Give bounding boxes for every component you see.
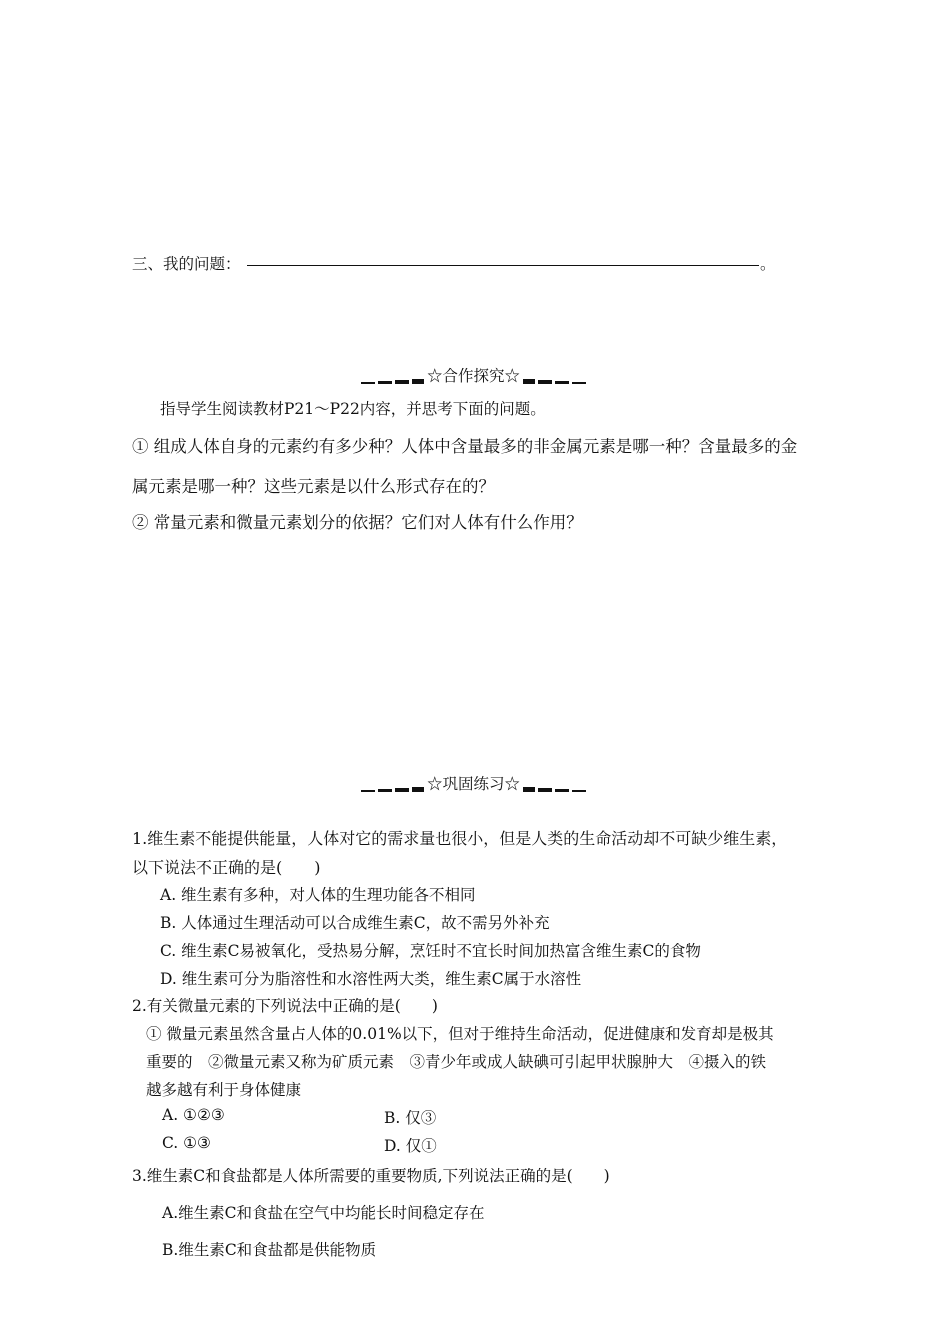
- practice-q1-option-c: C. 维生素C易被氧化，受热易分解，烹饪时不宜长时间加热富含维生素C的食物: [160, 942, 701, 960]
- cooperate-intro: 指导学生阅读教材P21～P22内容，并思考下面的问题。: [160, 400, 546, 418]
- practice-q1-stem-line1: 1.维生素不能提供能量，人体对它的需求量也很小，但是人类的生命活动却不可缺少维生素，: [132, 829, 788, 848]
- practice-q2-option-b: B. 仅③: [384, 1109, 437, 1127]
- practice-q2-stem: 2.有关微量元素的下列说法中正确的是( ): [132, 997, 438, 1015]
- cooperate-question-1-line2: 属元素是哪一种？这些元素是以什么形式存在的？: [132, 477, 495, 496]
- practice-heading: [0, 772, 950, 794]
- practice-q1-option-a: A. 维生素有多种，对人体的生理功能各不相同: [160, 886, 476, 904]
- practice-q1-stem-line2: 以下说法不正确的是( ): [132, 858, 321, 877]
- practice-q1-option-b: B. 人体通过生理活动可以合成维生素C，故不需另外补充: [160, 914, 550, 932]
- practice-q2-body-line3: 越多越有利于身体健康: [146, 1081, 302, 1099]
- my-question-end: 。: [760, 255, 776, 273]
- practice-q2-option-c: C. ①③: [162, 1134, 211, 1152]
- practice-q2-option-a: A. ①②③: [162, 1106, 225, 1124]
- practice-q2-body-line2: 重要的 ②微量元素又称为矿质元素 ③青少年或成人缺碘可引起甲状腺肿大 ④摄入的铁: [146, 1053, 767, 1071]
- cooperate-question-1-line1: ① 组成人体自身的元素约有多少种？人体中含量最多的非金属元素是哪一种？含量最多的金: [132, 437, 798, 456]
- cooperate-title: ☆合作探究☆: [426, 367, 520, 385]
- heading-left-ornament: [361, 370, 427, 388]
- cooperate-question-2: ② 常量元素和微量元素划分的依据？它们对人体有什么作用？: [132, 513, 583, 532]
- heading-right-ornament: [523, 370, 589, 388]
- my-question-label: 三、我的问题：: [132, 255, 241, 273]
- answer-blank-line[interactable]: [247, 265, 759, 266]
- practice-q2-option-d: D. 仅①: [384, 1137, 437, 1155]
- practice-q3-stem: 3.维生素C和食盐都是人体所需要的重要物质,下列说法正确的是( ): [132, 1167, 610, 1185]
- cooperate-heading: [0, 364, 950, 386]
- heading-right-ornament: [523, 778, 589, 796]
- heading-left-ornament: [361, 778, 427, 796]
- practice-title: ☆巩固练习☆: [426, 775, 520, 793]
- practice-q3-option-a: A.维生素C和食盐在空气中均能长时间稳定存在: [162, 1204, 485, 1222]
- practice-q3-option-b: B.维生素C和食盐都是供能物质: [162, 1241, 377, 1259]
- practice-q1-option-d: D. 维生素可分为脂溶性和水溶性两大类，维生素C属于水溶性: [160, 970, 582, 988]
- practice-q2-body-line1: ① 微量元素虽然含量占人体的0.01%以下，但对于维持生命活动，促进健康和发育却是极其: [146, 1025, 774, 1043]
